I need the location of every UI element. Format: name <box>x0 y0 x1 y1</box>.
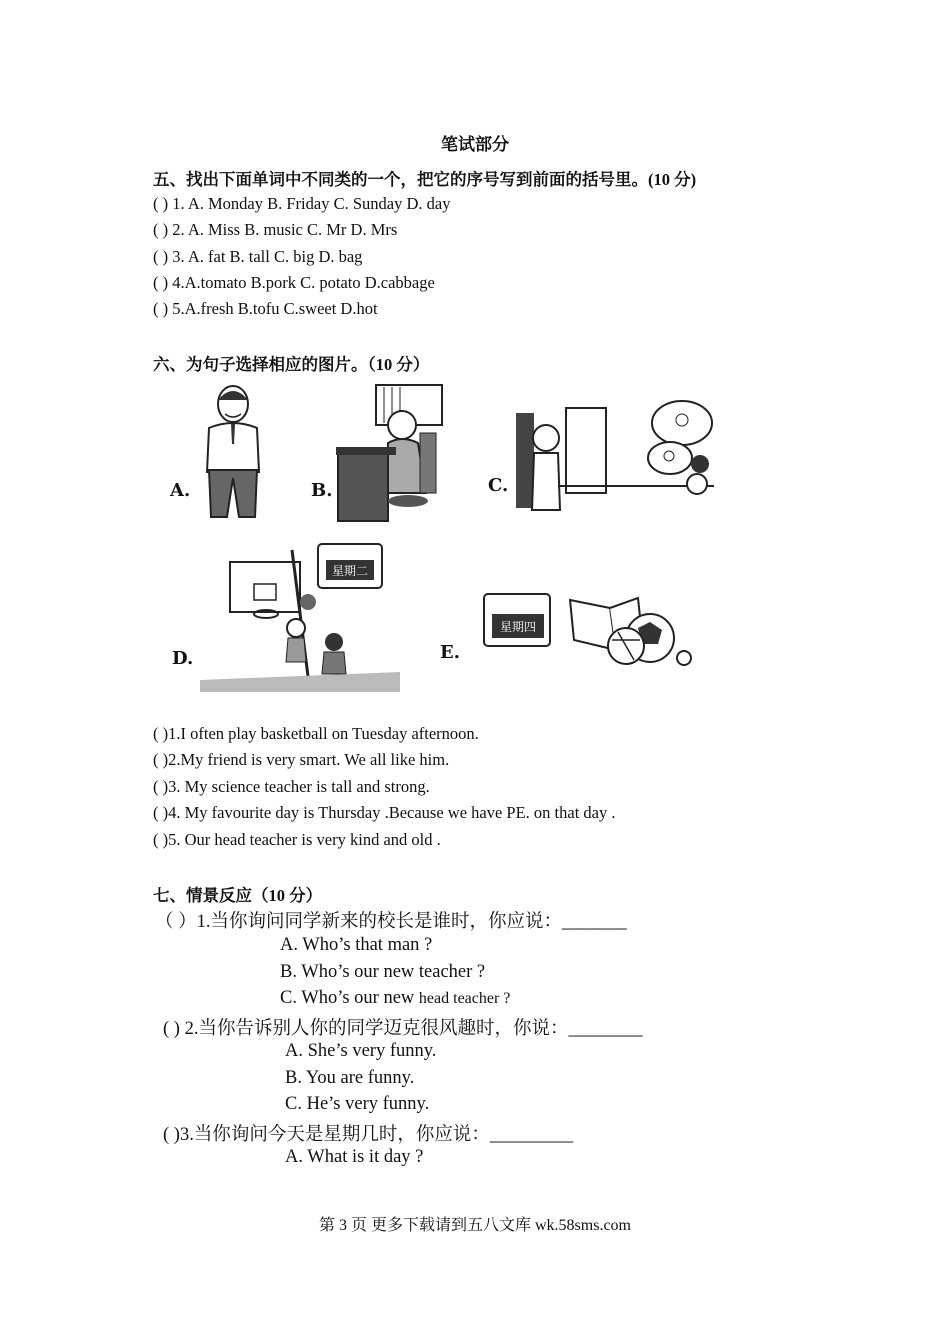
section6-sentence-3: ( )3. My science teacher is tall and strong. <box>153 777 430 796</box>
section6-sentence-2: ( )2.My friend is very smart. We all like him. <box>153 750 450 769</box>
calendar-e-text: 星期四 <box>499 620 537 634</box>
section5-item-3: ( ) 3. A. fat B. tall C. big D. bag <box>153 247 363 266</box>
section5-item-5: ( ) 5.A.fresh B.tofu C.sweet D.hot <box>153 299 378 318</box>
picture-a-tall-man-illustration <box>195 382 270 522</box>
calendar-d-text: 星期二 <box>331 564 369 578</box>
section5-item-1: ( ) 1. A. Monday B. Friday C. Sunday D. day <box>153 194 451 213</box>
q1-option-c-main: C. Who’s our new <box>280 988 415 1008</box>
section7-question-2: ( ) 2.当你告诉别人你的同学迈克很风趣时，你说：________ <box>163 1019 643 1039</box>
section5-item-2: ( ) 2. A. Miss B. music C. Mr D. Mrs <box>153 220 398 239</box>
section6-sentence-4: ( )4. My favourite day is Thursday .Because we have PE. on that day . <box>153 803 616 822</box>
section6-sentence-5: ( )5. Our head teacher is very kind and old . <box>153 830 441 849</box>
picture-label-a: A. <box>170 480 191 501</box>
q1-option-c-tail: head teacher ? <box>418 990 511 1007</box>
section7-question-1: （ ）1.当你询问同学新来的校长是谁时，你应说：_______ <box>155 912 627 932</box>
section5-item-4: ( ) 4.A.tomato B.pork C. potato D.cabbage <box>153 273 435 292</box>
picture-b-old-teacher-illustration <box>336 383 444 523</box>
section6-sentence-1: ( )1.I often play basketball on Tuesday afternoon. <box>153 724 479 743</box>
q3-option-a: A. What is it day ? <box>285 1147 424 1167</box>
picture-d-basketball-illustration <box>200 540 400 692</box>
q2-option-a: A. She’s very funny. <box>285 1041 437 1061</box>
picture-c-smart-boy-illustration <box>514 398 714 513</box>
picture-label-e: E. <box>440 642 460 663</box>
picture-label-d: D. <box>172 648 194 669</box>
section6-heading: 六、为句子选择相应的图片。（10 分） <box>153 355 430 374</box>
picture-label-c: C. <box>488 475 509 496</box>
q2-option-b: B. You are funny. <box>285 1068 415 1088</box>
section7-question-3: ( )3.当你询问今天是星期几时，你应说：_________ <box>163 1125 574 1145</box>
page-title: 笔试部分 <box>441 135 509 154</box>
section5-heading: 五、找出下面单词中不同类的一个，把它的序号写到前面的括号里。(10 分) <box>153 170 697 189</box>
picture-e-pe-day-illustration <box>478 588 693 673</box>
section7-heading: 七、情景反应（10 分） <box>153 886 323 905</box>
q2-option-c: C. He’s very funny. <box>285 1094 430 1114</box>
q1-option-b: B. Who’s our new teacher ? <box>280 962 486 982</box>
q1-option-c <box>280 988 510 1009</box>
q1-option-a: A. Who’s that man ? <box>280 935 433 955</box>
picture-label-b: B. <box>311 480 333 501</box>
page-footer: 第 3 页 更多下载请到五八文库 wk.58sms.com <box>318 1217 631 1234</box>
